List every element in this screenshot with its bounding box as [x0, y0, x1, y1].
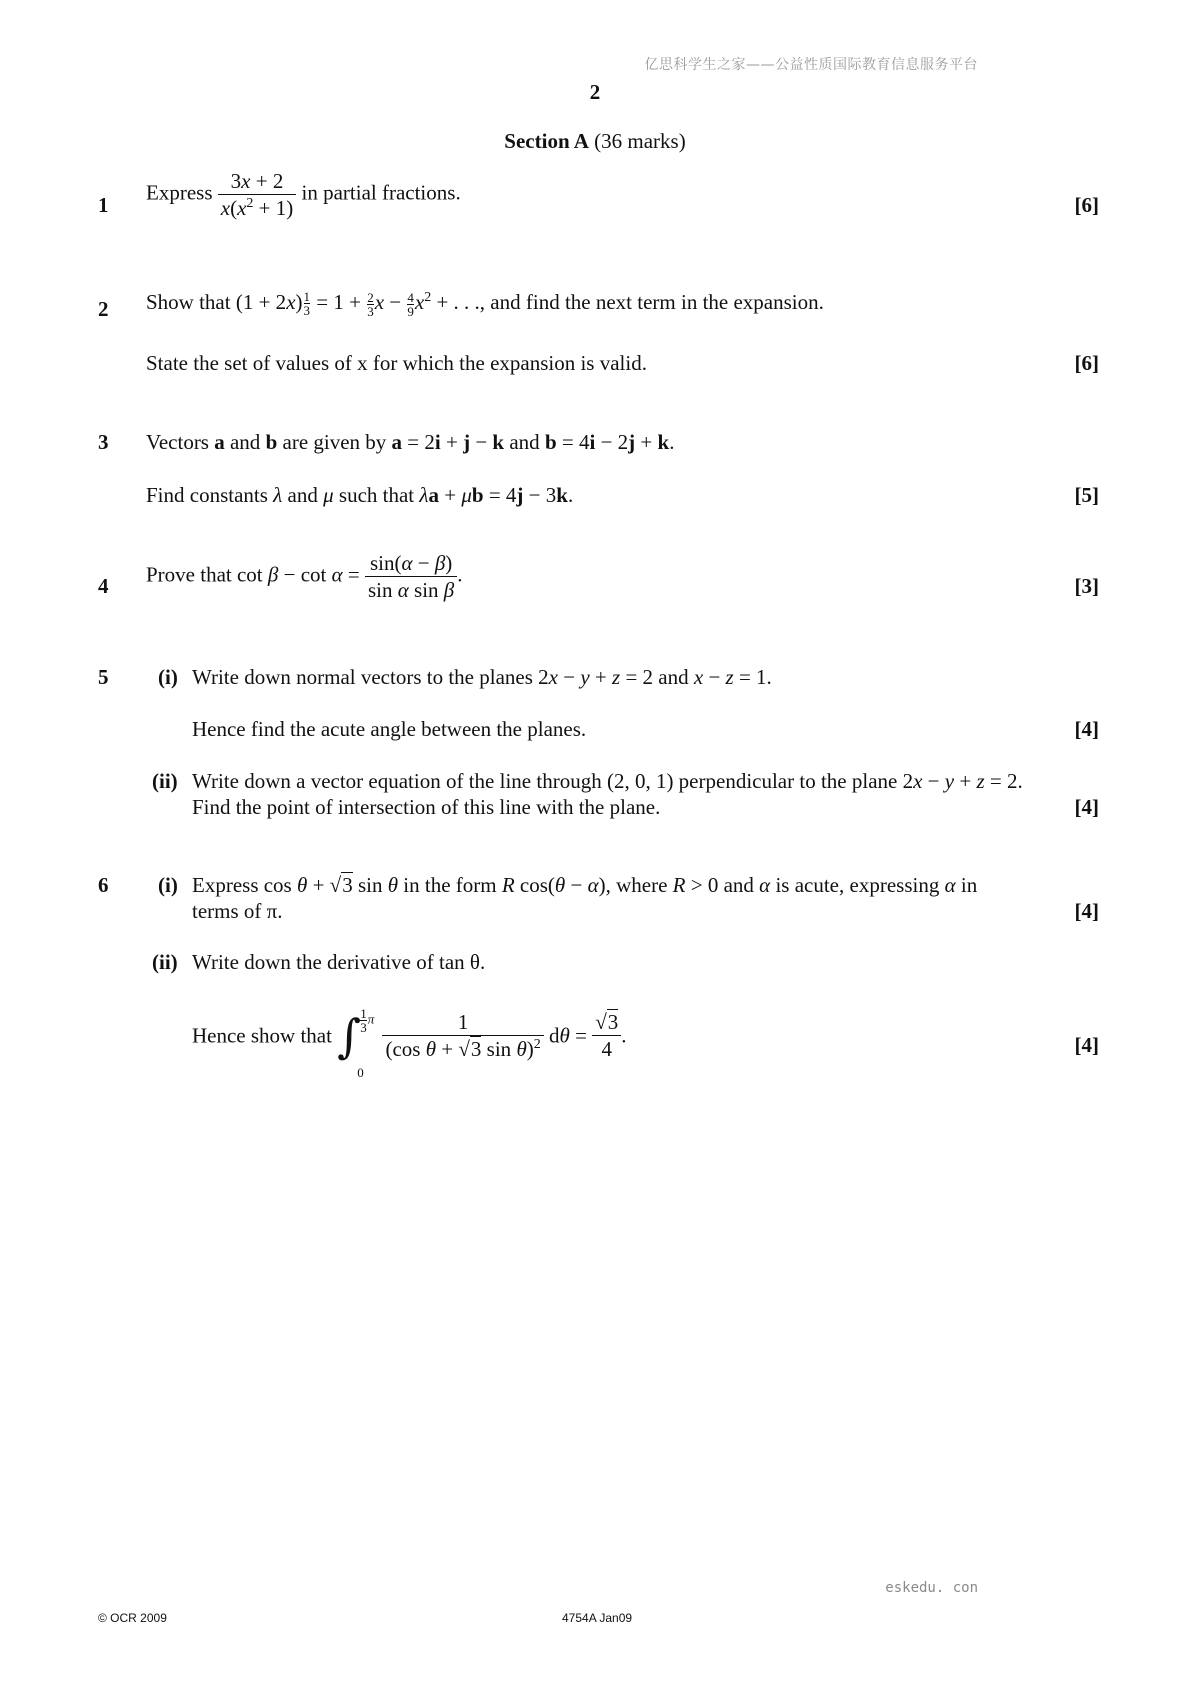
question-number-3: 3	[98, 430, 109, 454]
q2-show-that: Show that	[146, 290, 231, 314]
q5-part-ii-marks: [4]	[1074, 795, 1099, 819]
q6-part-ii-integral-line: Hence show that ∫ $\frac{1}{3}$ π 0 $\frac{1}{(\cos \theta + √3 \sin \theta)^2}$ dθ = $\frac{√3}{4}$ .	[192, 1005, 627, 1080]
question-number-1: 1	[98, 193, 109, 217]
q5-part-i-label: (i)	[158, 665, 178, 689]
q5-part-i-line-2: Hence find the acute angle between the planes.	[192, 717, 587, 741]
q5-part-i-line-1: Write down normal vectors to the planes 2x − y + z = 2 and x − z = 1.	[192, 665, 772, 689]
site-watermark: eskedu. con	[885, 1580, 978, 1596]
q6-hence-show-that: Hence show that	[192, 1023, 332, 1048]
q1-text-before: Express	[146, 180, 213, 205]
section-heading	[0, 129, 1190, 154]
q1-fraction: $\frac{3x + 2}{x(x^2 + 1)}$	[218, 168, 297, 222]
q4-fraction: $\frac{\sin(\alpha - \beta)}{\text{sin α sin β}}$	[365, 550, 457, 604]
watermark-text: 亿思科学生之家——公益性质国际教育信息服务平台	[644, 57, 978, 73]
q6-integral-sign: ∫ $\frac{1}{3}$ π 0	[337, 1005, 375, 1080]
question-number-4: 4	[98, 574, 109, 598]
question-3-line-1: Vectors a and b are given by a = 2i + j − k and b = 4i − 2j + k.	[146, 430, 675, 454]
q3-marks: [5]	[1074, 483, 1099, 507]
q2-marks: [6]	[1074, 351, 1099, 375]
question-number-2: 2	[98, 297, 109, 321]
q4-marks: [3]	[1074, 574, 1099, 598]
section-title: Section A	[504, 129, 589, 153]
q6-part-i-line-2: terms of π.	[192, 899, 283, 923]
question-2-line-1: Show that (1 + 2x) $\frac{1}{3}$ = 1 + $\frac{2}{3}$ x − $\frac{4}{9}$ $x^2$ + . . ., and find the next term in the expansion.	[146, 289, 824, 319]
question-3-line-2: Find constants λ and μ such that λa + μb = 4j − 3k.	[146, 483, 574, 507]
question-2-line-2: State the set of values of x for which the expansion is valid.	[146, 351, 647, 375]
footer-copyright: © OCR 2009	[98, 1611, 167, 1625]
q5-part-ii-line-1: Write down a vector equation of the line through (2, 0, 1) perpendicular to the plane 2x − y + z = 2.	[192, 769, 1023, 793]
section-marks: (36 marks)	[594, 129, 686, 153]
page-number: 2	[589, 80, 601, 104]
footer-code: 4754A Jan09	[562, 1611, 633, 1625]
question-number-5: 5	[98, 665, 109, 689]
q6-part-i-label: (i)	[158, 873, 178, 897]
q6-result: $\frac{√3}{4}$	[592, 1009, 621, 1063]
q6-part-i-marks: [4]	[1074, 899, 1099, 923]
q1-marks: [6]	[1074, 193, 1099, 217]
question-number-6: 6	[98, 873, 109, 897]
q6-integrand: $\frac{1}{(\cos \theta + √3 \sin \theta)^2}$	[382, 1009, 543, 1063]
q6-part-ii-label: (ii)	[152, 950, 178, 974]
q6-part-ii-line-1: Write down the derivative of tan θ.	[192, 950, 486, 974]
q5-part-ii-label: (ii)	[152, 769, 178, 793]
q6-part-i-line-1: Express cos θ + √3 sin θ in the form R cos(θ − α), where R > 0 and α is acute, expressing α in	[192, 873, 978, 897]
q4-prove-that: Prove that	[146, 562, 232, 587]
q5-part-ii-line-2: Find the point of intersection of this line with the plane.	[192, 795, 661, 819]
question-4-text: Prove that cot β − cot α = $\frac{\sin(\alpha - \beta)}{\text{sin α sin β}}$ .	[146, 551, 463, 603]
q5-part-i-marks: [4]	[1074, 717, 1099, 741]
question-1-text	[146, 168, 461, 222]
q2-rest: , and find the next term in the expansion.	[479, 290, 824, 314]
q6-part-ii-marks: [4]	[1074, 1033, 1099, 1057]
q1-text-after: in partial fractions.	[301, 180, 461, 205]
